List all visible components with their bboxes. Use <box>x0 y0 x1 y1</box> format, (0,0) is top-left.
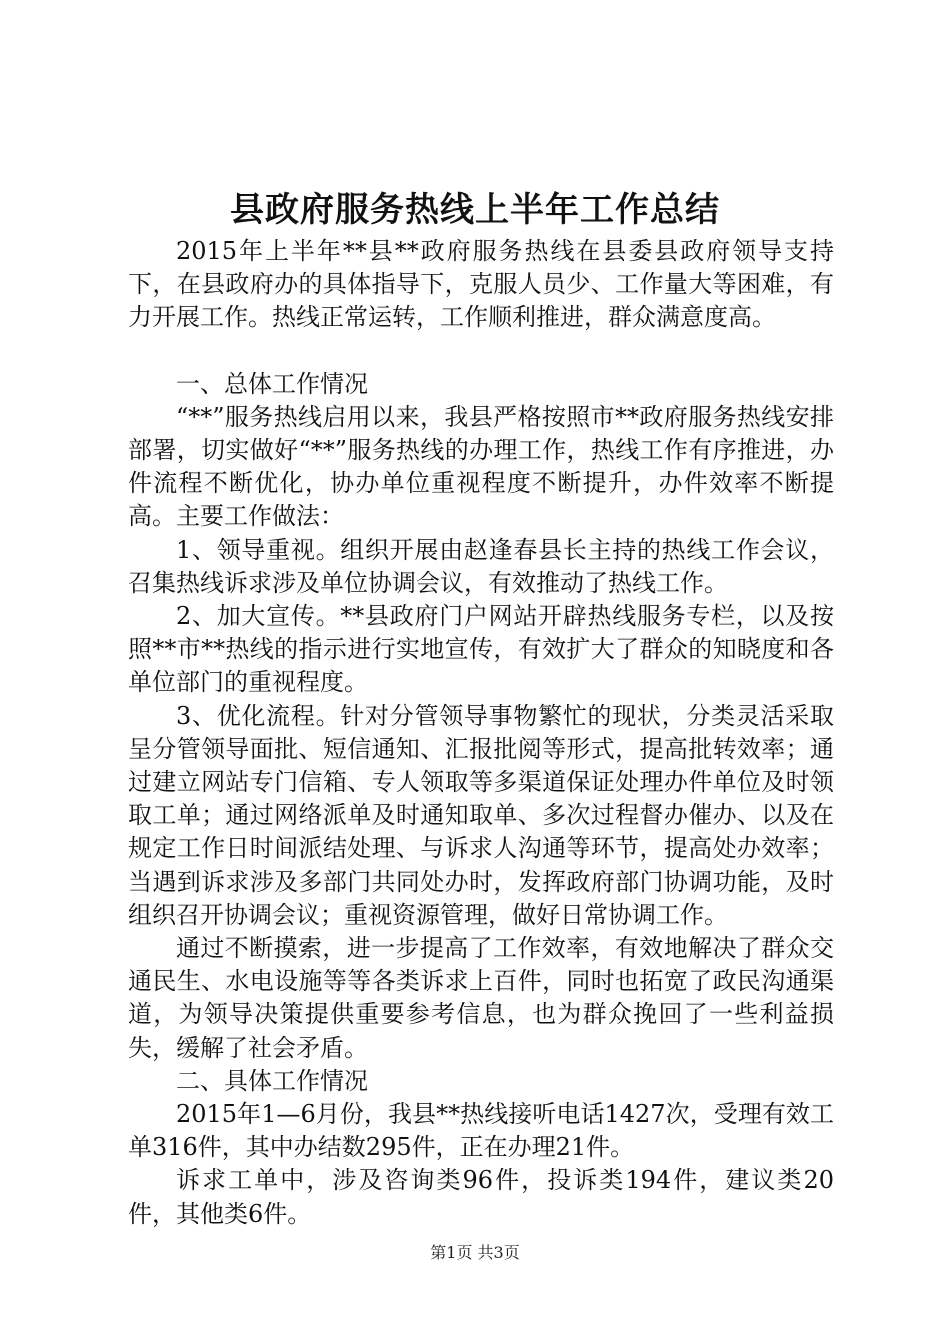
paragraph-statistics: 2015年1—6月份，我县**热线接听电话1427次，受理有效工单316件，其中办结数295件，正在办理21件。 <box>128 1100 834 1162</box>
section-heading-overall: 一、总体工作情况 <box>176 369 368 398</box>
paragraph-results: 通过不断摸索，进一步提高了工作效率，有效地解决了群众交通民生、水电设施等等各类诉求上百件，同时也拓宽了政民沟通渠道，为领导决策提供重要参考信息，也为群众挽回了一些利益损失，缓解了社会矛盾。 <box>128 934 834 1062</box>
paragraph-item-3: 3、优化流程。针对分管领导事物繁忙的现状，分类灵活采取呈分管领导面批、短信通知、汇报批阅等形式，提高批转效率；通过建立网站专门信箱、专人领取等多渠道保证处理办件单位及时领取工单；通过网络派单及时通知取单、多次过程督办催办、以及在规定工作日时间派结处理、与诉求人沟通等环节，提高处办效率；当遇到诉求涉及多部门共同处办时，发挥政府部门协调功能，及时组织召开协调会议；重视资源管理，做好日常协调工作。 <box>128 701 834 929</box>
page-number-footer: 第1页 共3页 <box>430 1243 520 1262</box>
intro-paragraph: 2015年上半年**县**政府服务热线在县委县政府领导支持下，在县政府办的具体指导下，克服人员少、工作量大等困难，有力开展工作。热线正常运转，工作顺利推进，群众满意度高。 <box>128 237 834 332</box>
document-body <box>128 235 834 1231</box>
section-heading-specific: 二、具体工作情况 <box>176 1066 368 1095</box>
paragraph-categories: 诉求工单中，涉及咨询类96件，投诉类194件，建议类20件，其他类6件。 <box>128 1166 834 1228</box>
document-title: 县政府服务热线上半年工作总结 <box>230 190 720 230</box>
paragraph-item-1: 1、领导重视。组织开展由赵逢春县长主持的热线工作会议，召集热线诉求涉及单位协调会议，有效推动了热线工作。 <box>128 535 834 597</box>
paragraph-overview: “**”服务热线启用以来，我县严格按照市**政府服务热线安排部署，切实做好“**”服务热线的办理工作，热线工作有序推进，办件流程不断优化，协办单位重视程度不断提升，办件效率不断提高。主要工作做法： <box>128 402 834 531</box>
paragraph-item-2: 2、加大宣传。**县政府门户网站开辟热线服务专栏，以及按照**市**热线的指示进行实地宣传，有效扩大了群众的知晓度和各单位部门的重视程度。 <box>128 602 834 697</box>
